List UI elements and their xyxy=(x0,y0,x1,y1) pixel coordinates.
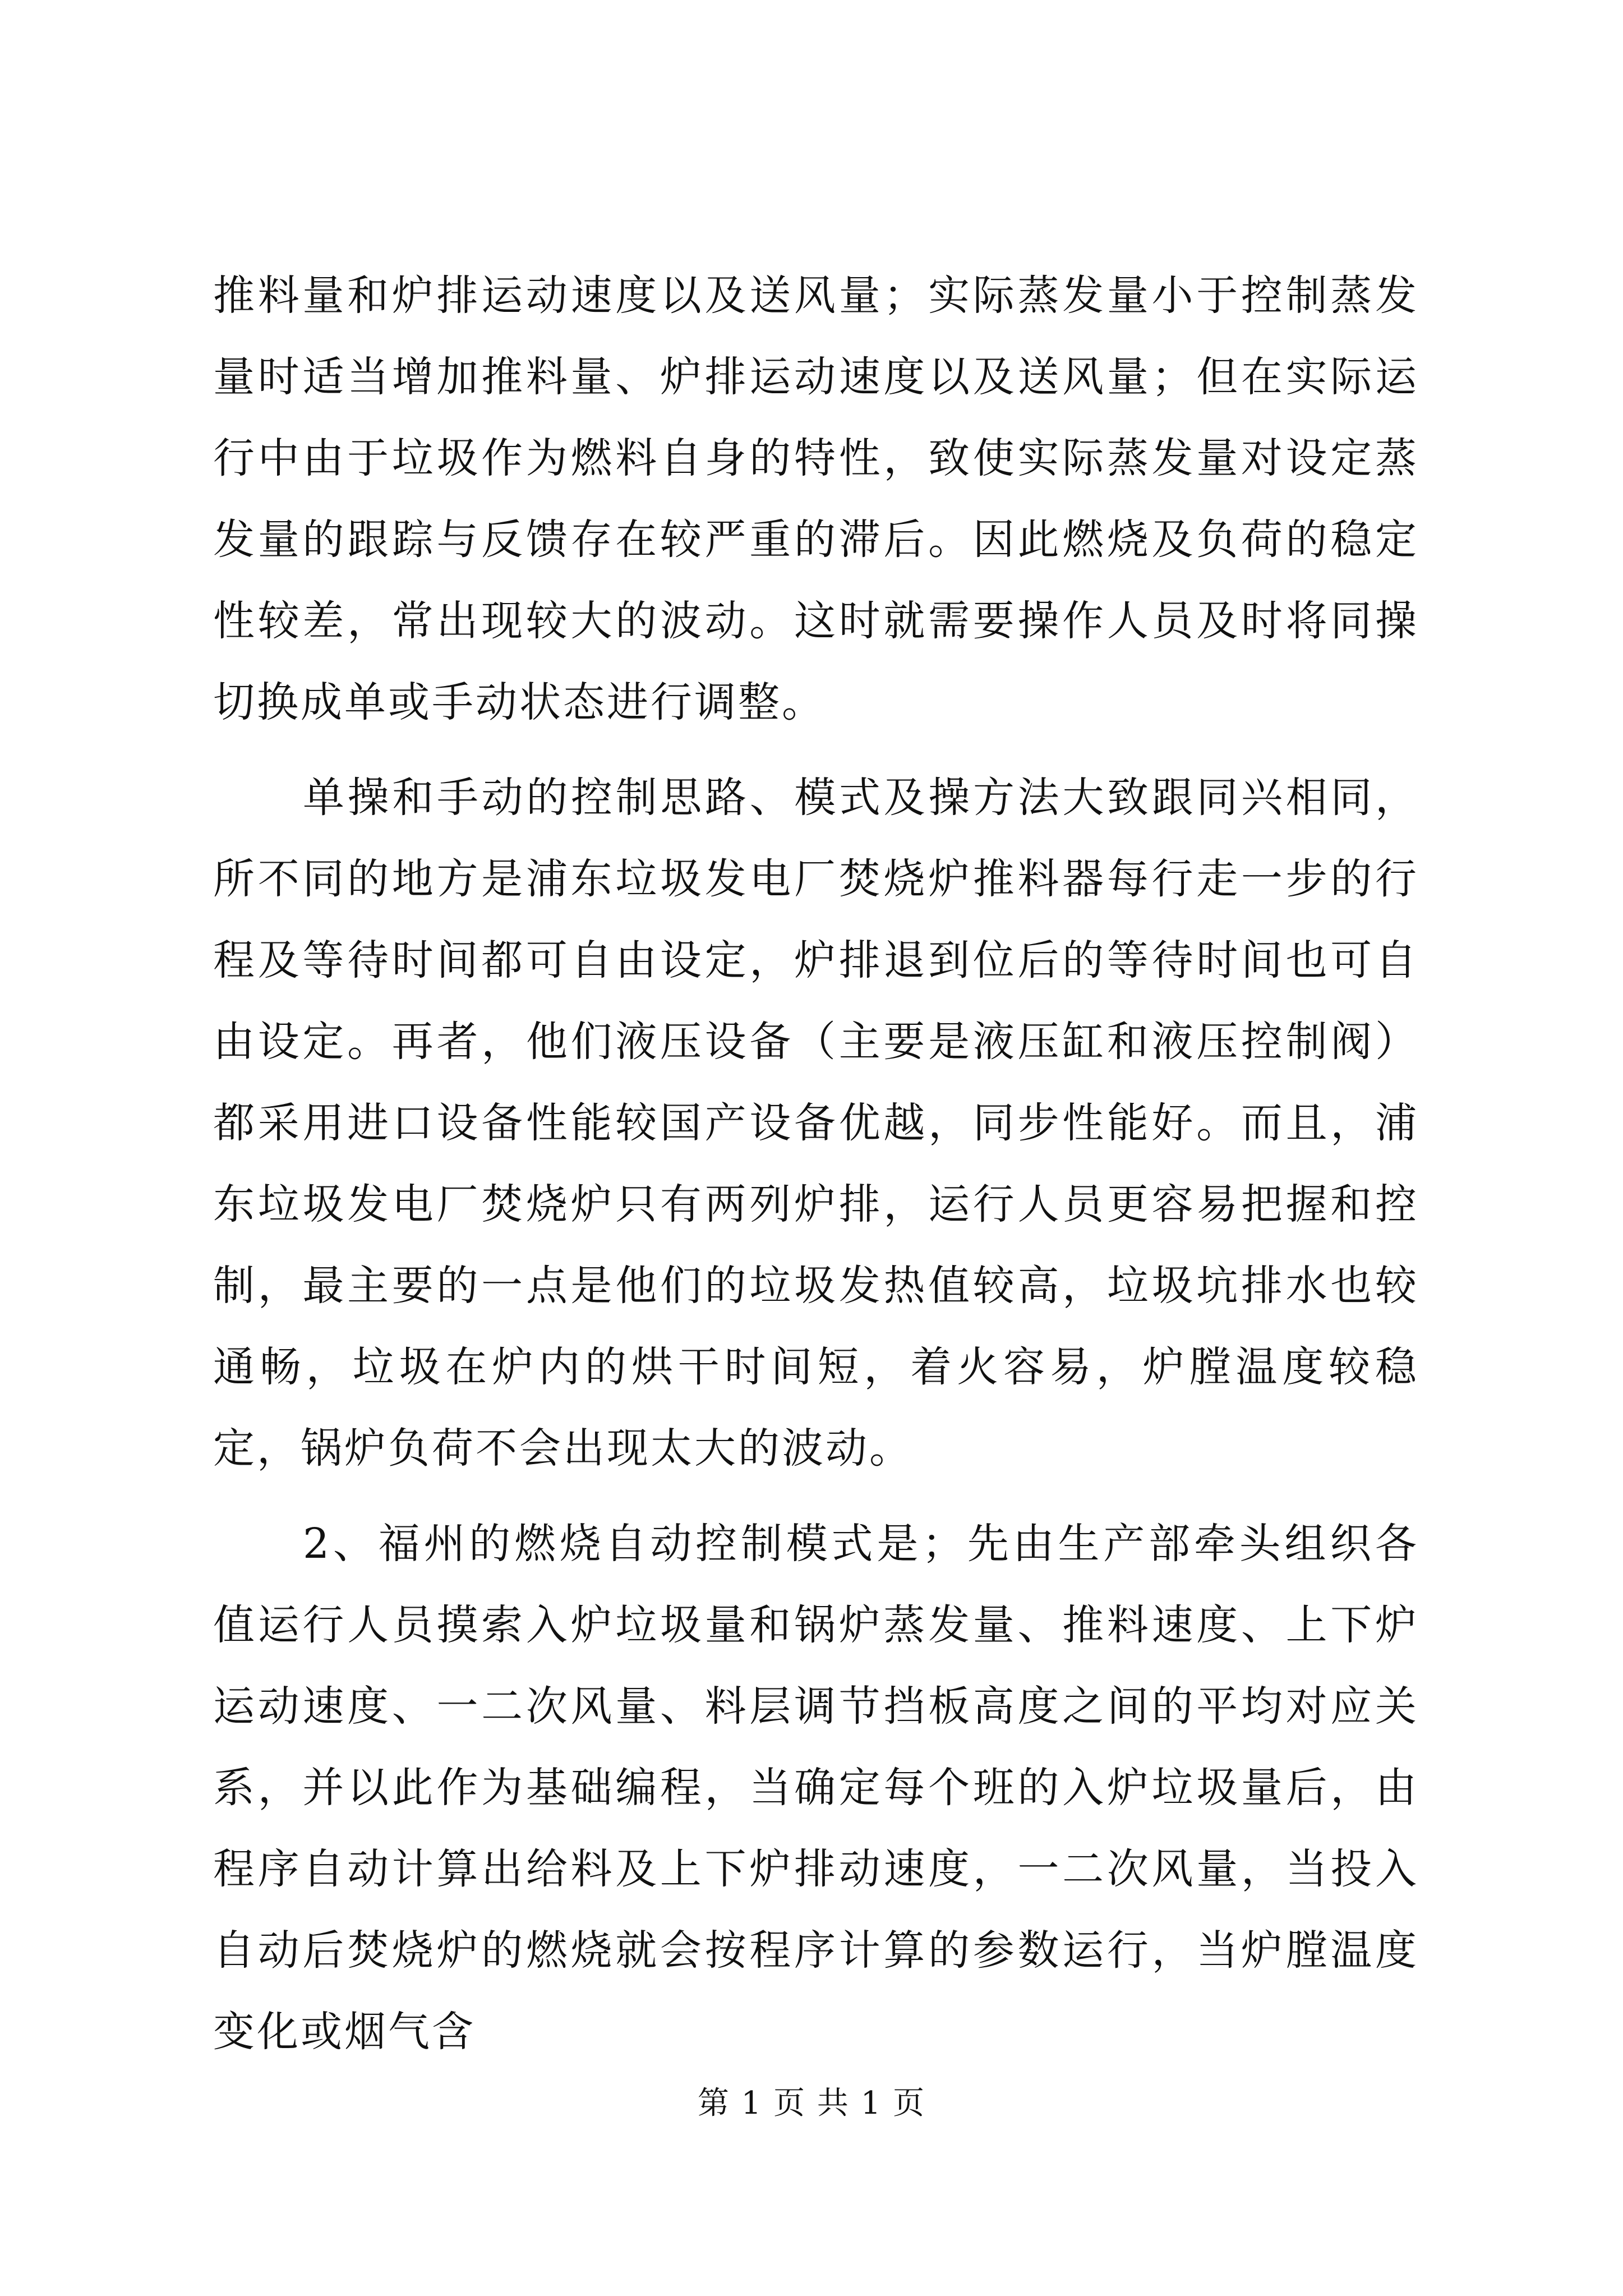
page-footer: 第 1 页 共 1 页 xyxy=(697,2085,926,2122)
paragraph-3: 2、福州的燃烧自动控制模式是；先由生产部牵头组织各值运行人员摸索入炉垃圾量和锅炉蒸发量、推料速度、上下炉运动速度、一二次风量、料层调节挡板高度之间的平均对应关系，并以此作为基础编程，当确定每个班的入炉垃圾量后，由程序自动计算出给料及上下炉排动速度，一二次风量，当投入自动后焚烧炉的燃烧就会按程序计算的参数运行，当炉膛温度变化或烟气含 xyxy=(213,1520,1419,2056)
document-body xyxy=(213,255,1419,2073)
paragraph-2: 单操和手动的控制思路、模式及操方法大致跟同兴相同，所不同的地方是浦东垃圾发电厂焚烧炉推料器每行走一步的行程及等待时间都可自由设定，炉排退到位后的等待时间也可自由设定。再者，他们液压设备（主要是液压缸和液压控制阀）都采用进口设备性能较国产设备优越，同步性能好。而且，浦东垃圾发电厂焚烧炉只有两列炉排，运行人员更容易把握和控制，最主要的一点是他们的垃圾发热值较高，垃圾坑排水也较通畅，垃圾在炉内的烘干时间短，着火容易，炉膛温度较稳定，锅炉负荷不会出现太大的波动。 xyxy=(213,774,1419,1473)
paragraph-1: 推料量和炉排运动速度以及送风量；实际蒸发量小于控制蒸发量时适当增加推料量、炉排运动速度以及送风量；但在实际运行中由于垃圾作为燃料自身的特性，致使实际蒸发量对设定蒸发量的跟踪与反馈存在较严重的滞后。因此燃烧及负荷的稳定性较差，常出现较大的波动。这时就需要操作人员及时将同操切换成单或手动状态进行调整。 xyxy=(213,272,1419,726)
